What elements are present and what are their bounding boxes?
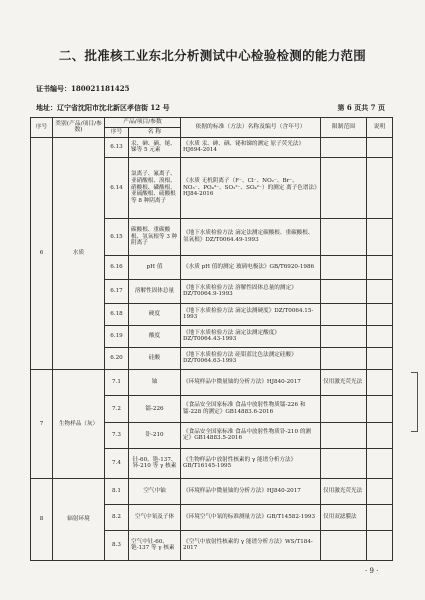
header-seq: 序号 bbox=[31, 118, 53, 138]
standard-cell: 《地下水质检验方法 滴定法测硬度》DZ/T0064.15-1993 bbox=[181, 303, 321, 325]
table-row bbox=[31, 369, 393, 395]
standard-cell: 《食品安全国家标准 食品中放射性物质镭-226 和镭-228 的测定》GB14883.6-2016 bbox=[181, 395, 321, 422]
table-row bbox=[31, 137, 393, 157]
group-seq: 8 bbox=[31, 478, 53, 560]
standard-cell: 《地下水质检验方法 滴定法测定酸度》DZ/T0064.43-1993 bbox=[181, 325, 321, 347]
standard-cell: 《水质 汞、砷、硒、铋和锑的测定 原子荧光法》HJ694-2014 bbox=[181, 137, 321, 157]
param-no: 6.20 bbox=[105, 347, 129, 369]
limit-cell bbox=[321, 218, 367, 255]
param-name: 碳酸根、重碳酸根、氢氧根等 3 种阴离子 bbox=[129, 218, 181, 255]
param-name: 空气中钍-60、铯-137 等 γ 核素 bbox=[129, 530, 181, 560]
header-param-group: 产品/项目/参数 bbox=[105, 118, 181, 128]
page-title: 二、批准核工业东北分析测试中心检验检测的能力范围 bbox=[58, 48, 367, 63]
param-no: 7.4 bbox=[105, 448, 129, 478]
margin-bracket-mark bbox=[411, 372, 418, 432]
note-cell bbox=[367, 255, 393, 279]
note-cell bbox=[367, 369, 393, 395]
header-param-name: 名 称 bbox=[129, 127, 181, 137]
limit-cell bbox=[321, 347, 367, 369]
param-no: 8.2 bbox=[105, 504, 129, 530]
param-name: 氯离子、氟离子、亚硝酸根、溴根、硝酸根、磷酸根、亚硫酸根、硫酸根等 8 种阴离子 bbox=[129, 157, 181, 218]
standard-cell: 《食品安全国家标准 食品中放射性物质钋-210 的测定》GB14883.5-2016 bbox=[181, 422, 321, 448]
param-name: 溶解性固体总量 bbox=[129, 279, 181, 303]
param-name: 钋-210 bbox=[129, 422, 181, 448]
param-no: 6.19 bbox=[105, 325, 129, 347]
limit-cell bbox=[321, 137, 367, 157]
standard-cell: 《生物样品中放射性核素的 γ 能谱分析方法》GB/T16145-1995 bbox=[181, 448, 321, 478]
limit-cell bbox=[321, 157, 367, 218]
param-name: 铀 bbox=[129, 369, 181, 395]
param-no: 8.1 bbox=[105, 478, 129, 504]
header-param-no: 序号 bbox=[105, 127, 129, 137]
page-info: 第 6 页共 7 页 bbox=[337, 103, 385, 112]
note-cell bbox=[367, 448, 393, 478]
group-category: 生物样品（灰） bbox=[53, 369, 105, 478]
limit-cell bbox=[321, 303, 367, 325]
note-cell bbox=[367, 218, 393, 255]
note-cell bbox=[367, 157, 393, 218]
page-number: · 9 · bbox=[365, 567, 379, 575]
standard-cell: 《地下水质检验方法 硅钼蓝比色法测定硅酸》DZ/T0064.63-1993 bbox=[181, 347, 321, 369]
param-no: 8.3 bbox=[105, 530, 129, 560]
group-seq: 6 bbox=[31, 137, 53, 369]
note-cell bbox=[367, 279, 393, 303]
param-no: 6.17 bbox=[105, 279, 129, 303]
standard-cell: 《地下水质检验方法 滴定法测定碳酸根、重碳酸根、氢氧根》DZ/T0064.49-1993 bbox=[181, 218, 321, 255]
note-cell bbox=[367, 504, 393, 530]
param-name: 钍-60、铯-137、钚-210 等 γ 核素 bbox=[129, 448, 181, 478]
limit-cell: 仅用双滤膜法 bbox=[321, 504, 367, 530]
param-no: 7.1 bbox=[105, 369, 129, 395]
standard-cell: 《地下水质检验方法 溶解性固体总量的测定》DZ/T0064.9-1993 bbox=[181, 279, 321, 303]
param-name: 酸度 bbox=[129, 325, 181, 347]
param-name: pH 值 bbox=[129, 255, 181, 279]
standard-cell: 《环境空气中氡的标准测量方法》GB/T14582-1993 bbox=[181, 504, 321, 530]
standard-cell: 《水质 无机阴离子（F⁻、Cl⁻、NO₂⁻、Br⁻、NO₃⁻、PO₄³⁻、SO₃²⁻、SO₄²⁻）的测定 离子色谱法》HJ84-2016 bbox=[181, 157, 321, 218]
param-no: 6.14 bbox=[105, 157, 129, 218]
limit-cell bbox=[321, 395, 367, 422]
header-standard: 依据的标准（方法）名称及编号（含年号） bbox=[181, 118, 321, 138]
limit-cell bbox=[321, 325, 367, 347]
header-note: 说明 bbox=[367, 118, 393, 138]
certificate-number: 证书编号：180021181425 bbox=[36, 84, 130, 93]
capability-table bbox=[30, 117, 393, 561]
note-cell bbox=[367, 422, 393, 448]
note-cell bbox=[367, 530, 393, 560]
limit-cell bbox=[321, 422, 367, 448]
note-cell bbox=[367, 347, 393, 369]
group-seq: 7 bbox=[31, 369, 53, 478]
group-category: 水质 bbox=[53, 137, 105, 369]
param-no: 6.15 bbox=[105, 218, 129, 255]
param-name: 空气中铀 bbox=[129, 478, 181, 504]
limit-cell bbox=[321, 448, 367, 478]
standard-cell: 《环境样品中微量铀的分析方法》HJ840-2017 bbox=[181, 478, 321, 504]
param-name: 空气中氡及子体 bbox=[129, 504, 181, 530]
limit-cell: 仅用激光荧光法 bbox=[321, 478, 367, 504]
note-cell bbox=[367, 478, 393, 504]
standard-cell: 《水质 pH 值的测定 玻璃电极法》GB/T6920-1986 bbox=[181, 255, 321, 279]
standard-cell: 《环境样品中微量铀的分析方法》HJ840-2017 bbox=[181, 369, 321, 395]
limit-cell bbox=[321, 255, 367, 279]
limit-cell bbox=[321, 279, 367, 303]
param-no: 6.13 bbox=[105, 137, 129, 157]
param-no: 7.3 bbox=[105, 422, 129, 448]
limit-cell bbox=[321, 530, 367, 560]
note-cell bbox=[367, 303, 393, 325]
header-limit: 限制范围 bbox=[321, 118, 367, 138]
limit-cell: 仅用激光荧光法 bbox=[321, 369, 367, 395]
group-category: 辐射环境 bbox=[53, 478, 105, 560]
param-no: 6.18 bbox=[105, 303, 129, 325]
table-row bbox=[31, 478, 393, 504]
note-cell bbox=[367, 395, 393, 422]
param-name: 汞、砷、硒、铋、锑等 5 元素 bbox=[129, 137, 181, 157]
param-name: 镭-226 bbox=[129, 395, 181, 422]
param-name: 硬度 bbox=[129, 303, 181, 325]
header-category: 类别(产品/项目/参数) bbox=[53, 118, 105, 138]
note-cell bbox=[367, 325, 393, 347]
param-no: 6.16 bbox=[105, 255, 129, 279]
param-name: 硅酸 bbox=[129, 347, 181, 369]
address: 地址：辽宁省沈阳市沈北新区孝信街 12 号 bbox=[36, 103, 170, 112]
note-cell bbox=[367, 137, 393, 157]
param-no: 7.2 bbox=[105, 395, 129, 422]
table-header-row bbox=[31, 118, 393, 128]
standard-cell: 《空气中放射性核素的 γ 能谱分析方法》WS/T184-2017 bbox=[181, 530, 321, 560]
